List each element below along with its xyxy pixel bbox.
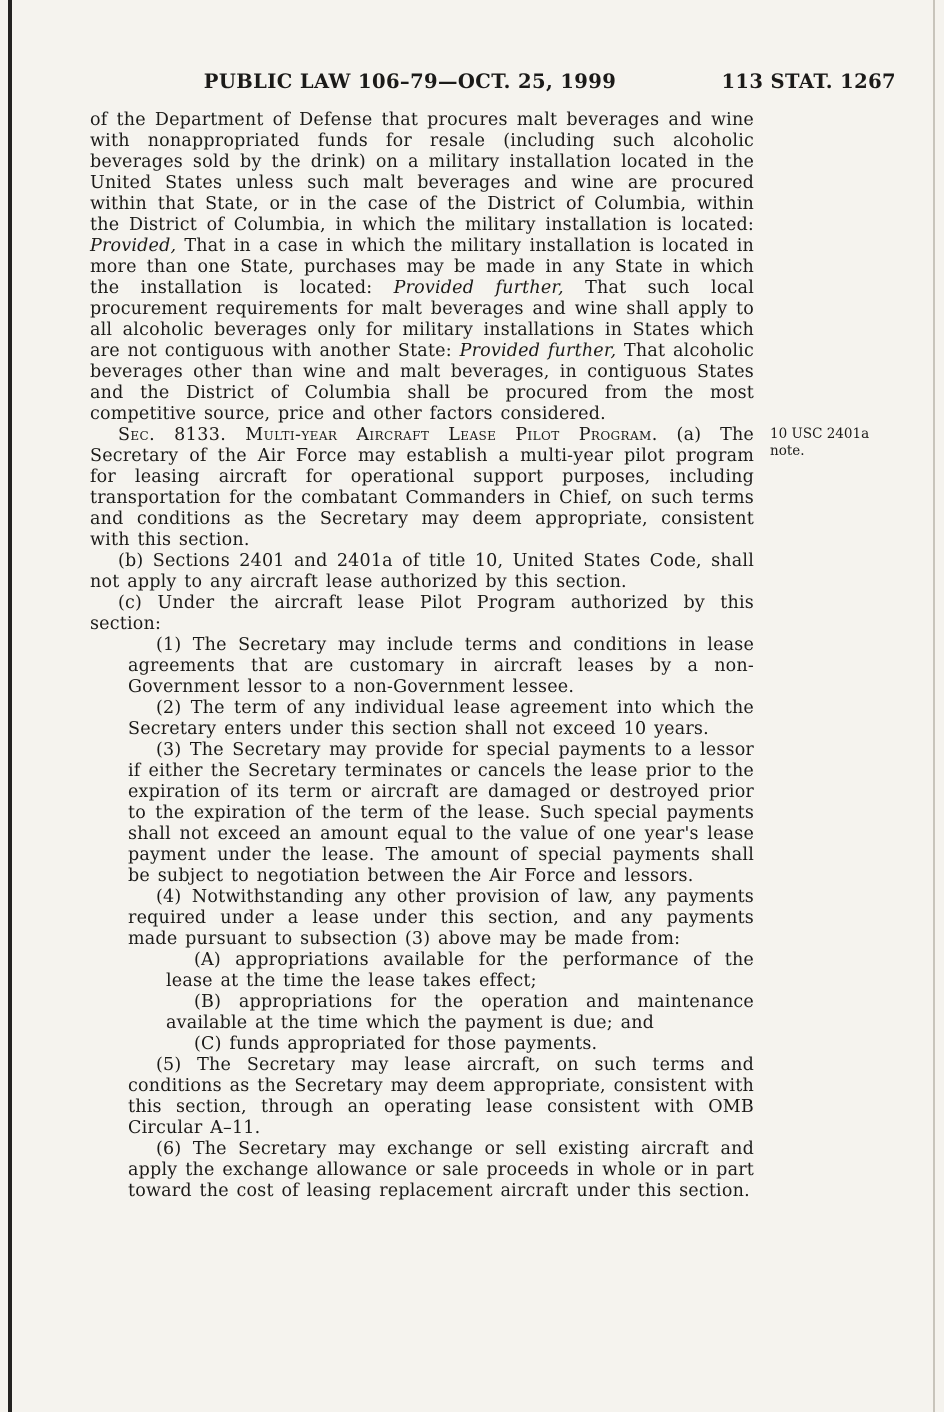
text-segment: (6) The Secretary may exchange or sell existing aircraft and apply the exchange allowance or sale proceeds in whole or in part toward the cost of leasing replacement aircraft under this section. [128,1139,754,1201]
paragraph-item-6 [128,1139,754,1202]
text-segment: of the Department of Defense that procures malt beverages and wine with nonappropriated funds for resale (including such alcoholic beverages sold by the drink) on a military installation located in the United States unless such malt beverages and wine are procured within that State, or in the case of the District of Columbia, within the District of Columbia, in which the military installation is located: [90,110,754,235]
paragraph-item-4a [166,950,754,992]
margin-note: 10 USC 2401a note. [770,426,870,459]
paragraph-malt-beverages [90,110,754,425]
text-segment: That such local procurement requirements for malt beverages and wine shall apply to all alcoholic beverages only for military installations in States which are not contiguous with another State: [90,278,754,361]
page-binding-line [8,0,12,1412]
paragraph-sec-8133 [90,425,870,551]
header-stat-number: 113 STAT. 1267 [721,70,896,93]
paragraph-item-5 [128,1055,754,1139]
paragraph-item-4 [128,887,754,950]
header-law-title: PUBLIC LAW 106–79—OCT. 25, 1999 [203,70,617,93]
paragraph-subsection-b [90,551,754,593]
text-segment: (A) appropriations available for the performance of the lease at the time the lease takes effect; [166,950,754,991]
paragraph-item-4b [166,992,754,1034]
text-segment: That alcoholic beverages other than wine and malt beverages, in contiguous States and the District of Columbia shall be procured from the most competitive source, price and other factors considered. [90,341,754,424]
text-segment: (4) Notwithstanding any other provision of law, any payments required under a lease under this section, and any payments made pursuant to subsection (3) above may be made from: [128,887,754,949]
text-segment: (B) appropriations for the operation and maintenance available at the time which the payment is due; and [166,992,754,1033]
running-header [90,70,896,96]
text-segment: (5) The Secretary may lease aircraft, on such terms and conditions as the Secretary may deem appropriate, consistent with this section, through an operating lease consistent with OMB Circular A–11. [128,1055,754,1138]
paragraph-subsection-c [90,593,754,635]
text-segment: Provided further, [393,278,564,298]
document-body [90,110,870,1202]
paragraph-item-4c [166,1034,754,1055]
text-segment: (b) Sections 2401 and 2401a of title 10, United States Code, shall not apply to any aircraft lease authorized by this section. [90,551,754,592]
text-segment: (1) The Secretary may include terms and conditions in lease agreements that are customary in aircraft leases by a non-Government lessor to a non-Government lessee. [128,635,754,697]
text-segment: (C) funds appropriated for those payments. [194,1034,598,1054]
text-segment: (a) The Secretary of the Air Force may establish a multi-year pilot program for leasing aircraft for operational support purposes, including transportation for the combatant Commanders in Chief, on such terms and conditions as the Secretary may deem appropriate, consistent with this section. [90,425,754,550]
text-segment: (2) The term of any individual lease agreement into which the Secretary enters under this section shall not exceed 10 years. [128,698,754,739]
paragraph-item-2 [128,698,754,740]
page-edge-line [933,0,935,1412]
text-segment: Provided further, [459,341,617,361]
paragraph-item-3 [128,740,754,887]
text-segment: (c) Under the aircraft lease Pilot Program authorized by this section: [90,593,754,634]
paragraph-item-1 [128,635,754,698]
text-segment: Sec. 8133. Multi-year Aircraft Lease Pilot Program. [118,425,658,445]
text-segment: (3) The Secretary may provide for special payments to a lessor if either the Secretary terminates or cancels the lease prior to the expiration of its term or aircraft are damaged or destroyed prior to the expiration of the term of the lease. Such special payments shall not exceed an amount equal to the value of one year's lease payment under the lease. The amount of special payments shall be subject to negotiation between the Air Force and lessors. [128,740,754,886]
text-segment: Provided, [90,236,177,256]
text-segment: That in a case in which the military installation is located in more than one State, purchases may be made in any State in which the installation is located: [90,236,754,298]
